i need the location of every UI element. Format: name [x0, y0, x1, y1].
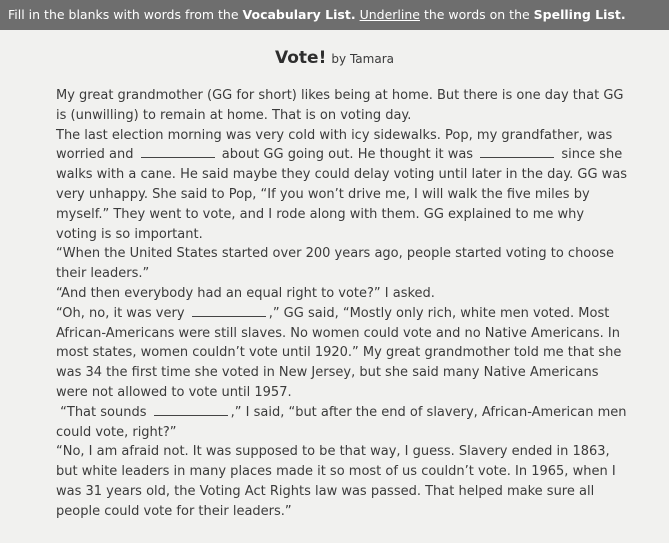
paragraph-7: “No, I am afraid not. It was supposed to be that way, I guess. Slavery ended in 1863, but white leaders in many places made it so most of us couldn’t vote. In 1965, when I was 31 years old, the Voting Act Rights law was passed. That helped make sure all people could vote for their leaders.”: [56, 444, 616, 519]
blank-4[interactable]: [154, 404, 228, 416]
story-byline: by Tamara: [331, 52, 394, 66]
instructions-banner: [0, 0, 669, 30]
blank-3[interactable]: [192, 305, 266, 317]
paragraph-6-part-b: ,” I said, “but after the end of slavery, African-American men could vote, right?”: [56, 404, 627, 440]
instructions-text-1: Fill in the blanks with words from the: [8, 7, 243, 22]
instructions-text-2: the words on the: [419, 7, 534, 22]
paragraph-4: “And then everybody had an equal right to vote?” I asked.: [56, 285, 435, 301]
paragraph-5-part-b: ,” GG said, “Mostly only rich, white men voted. Most African-Americans were still slaves. No women could vote and no Native Americans. In most states, women couldn’t vote until 1920.” My great grandmother told me that she was 34 the first time she voted in New Jersey, but she said many Native Americans were not allowed to vote until 1957.: [56, 305, 622, 400]
story-title: Vote!: [275, 48, 327, 68]
paragraph-1: My great grandmother (GG for short) likes being at home. But there is one day that GG is (unwilling) to remain at home. That is on voting day.: [56, 88, 624, 123]
story-body: [56, 86, 628, 522]
paragraph-2-part-c: since she walks with a cane. He said maybe they could delay voting until later in the day. GG was very unhappy. She said to Pop, “If you won’t drive me, I will walk the five miles by myself.” They went to vote, and I rode along with them. GG explained to me why voting is so important.: [56, 147, 628, 242]
vocabulary-list-label: Vocabulary List.: [242, 7, 356, 22]
blank-2[interactable]: [480, 146, 554, 158]
underline-word: Underline: [359, 7, 420, 22]
paragraph-2-part-a: The last election morning was very cold with icy sidewalks. Pop, my grandfather, was worried and: [56, 127, 613, 163]
paragraph-2-part-b: about GG going out. He thought it was: [221, 147, 474, 163]
paragraph-5: [56, 304, 628, 403]
blank-1[interactable]: [141, 146, 215, 158]
paragraph-2: [56, 126, 628, 245]
story-heading: [0, 48, 669, 68]
paragraph-3: “When the United States started over 200 years ago, people started voting to choose their leaders.”: [56, 246, 614, 282]
paragraph-6: [56, 403, 628, 443]
paragraph-6-part-a: “That sounds: [60, 404, 147, 420]
spelling-list-label: Spelling List.: [533, 7, 626, 22]
paragraph-5-part-a: “Oh, no, it was very: [56, 305, 185, 321]
